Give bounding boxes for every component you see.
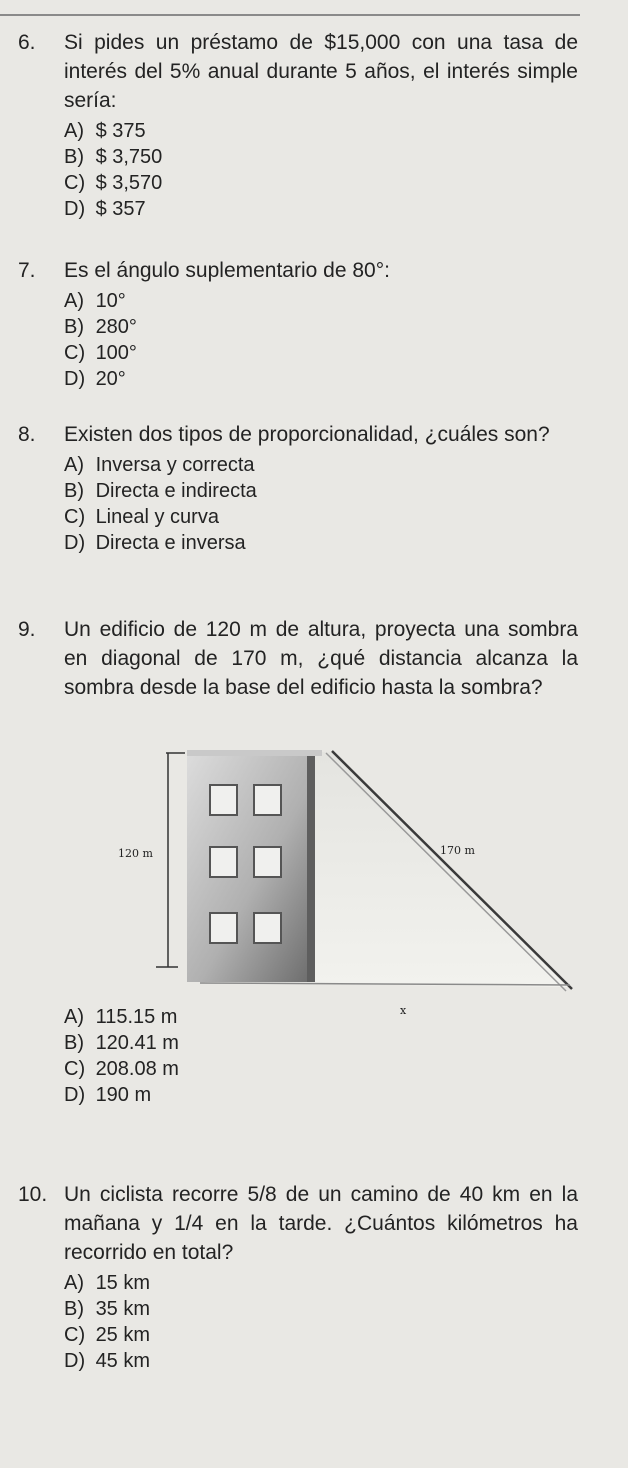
- question-9-options: [18, 1004, 578, 1108]
- window: [210, 785, 237, 815]
- window: [210, 913, 237, 943]
- base-label: x: [400, 1004, 407, 1017]
- option-d[interactable]: D) 45 km: [64, 1350, 151, 1372]
- question-number: 9.: [18, 618, 36, 641]
- option-a[interactable]: A) 115.15 m: [64, 1006, 178, 1028]
- question-number: 8.: [18, 423, 36, 446]
- answer-options: [64, 1004, 578, 1108]
- building-side: [307, 754, 315, 982]
- question-text: Un ciclista recorre 5/8 de un camino de 40 km en la mañana y 1/4 en la tarde. ¿Cuántos kilómetros ha recorrido en total?: [64, 1183, 578, 1264]
- question-text: Es el ángulo suplementario de 80°:: [64, 259, 390, 282]
- question-7: [18, 256, 578, 392]
- building-roof: [187, 750, 322, 756]
- top-rule: [0, 14, 580, 16]
- diagonal-label: 170 m: [440, 844, 475, 857]
- option-c[interactable]: C) 100°: [64, 342, 137, 364]
- building-shadow-figure: [110, 745, 580, 1035]
- option-c[interactable]: C) $ 3,570: [64, 172, 163, 194]
- question-8: [18, 420, 578, 556]
- question-6: [18, 28, 578, 222]
- height-label: 120 m: [118, 847, 153, 860]
- option-c[interactable]: C) 208.08 m: [64, 1058, 179, 1080]
- option-d[interactable]: D) 20°: [64, 368, 126, 390]
- option-c[interactable]: C) Lineal y curva: [64, 506, 219, 528]
- option-a[interactable]: A) 10°: [64, 290, 126, 312]
- question-text: Si pides un préstamo de $15,000 con una tasa de interés del 5% anual durante 5 años, el interés simple sería:: [64, 31, 578, 112]
- option-a[interactable]: A) 15 km: [64, 1272, 151, 1294]
- question-number: 10.: [18, 1183, 48, 1206]
- answer-options: [64, 118, 578, 222]
- option-b[interactable]: B) 120.41 m: [64, 1032, 179, 1054]
- window: [254, 785, 281, 815]
- answer-options: [64, 1270, 578, 1374]
- option-d[interactable]: D) 190 m: [64, 1084, 152, 1106]
- building: [187, 754, 315, 982]
- question-text: Un edificio de 120 m de altura, proyecta una sombra en diagonal de 170 m, ¿qué distancia alcanza la sombra desde la base del edificio hasta la sombra?: [64, 618, 578, 699]
- option-d[interactable]: D) $ 357: [64, 198, 146, 220]
- window: [210, 847, 237, 877]
- question-number: 6.: [18, 31, 36, 54]
- question-9: [18, 615, 578, 702]
- question-text: Existen dos tipos de proporcionalidad, ¿cuáles son?: [64, 423, 550, 446]
- question-10: [18, 1180, 578, 1374]
- option-b[interactable]: B) 280°: [64, 316, 137, 338]
- option-b[interactable]: B) $ 3,750: [64, 146, 163, 168]
- option-b[interactable]: B) 35 km: [64, 1298, 151, 1320]
- option-d[interactable]: D) Directa e inversa: [64, 532, 246, 554]
- window: [254, 913, 281, 943]
- answer-options: [64, 452, 578, 556]
- option-c[interactable]: C) 25 km: [64, 1324, 151, 1346]
- answer-options: [64, 288, 578, 392]
- option-b[interactable]: B) Directa e indirecta: [64, 480, 257, 502]
- option-a[interactable]: A) Inversa y correcta: [64, 454, 255, 476]
- window: [254, 847, 281, 877]
- question-number: 7.: [18, 259, 36, 282]
- option-a[interactable]: A) $ 375: [64, 120, 146, 142]
